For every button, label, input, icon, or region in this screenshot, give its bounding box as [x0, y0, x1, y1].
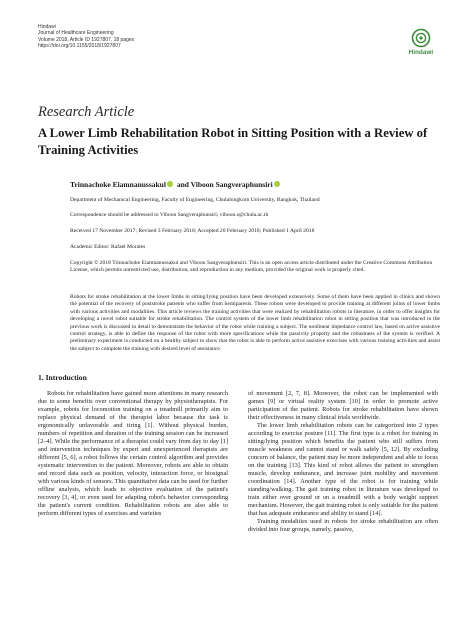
logo-text: Hindawi — [408, 49, 434, 56]
paragraph: Robots for rehabilitation have gained more attentions in many research due to some benefits over conventional therapy by physiotherapists. For example, robots for locomotion training on a treadmill primarily aim to replace physical demand of the therapist labor because the task is ergonomically unfavorable and tiring [1]. Without physical burden, numbers of repetition and duration of the training session can be increased [2–4]. While the performance of a therapist could vary from day to day [1] and intervention techniques by expert and unexperienced therapists are different [5, 6], a robot follows the certain control algorithm and provides systematic intervention to the patient. Moreover, robots are able to obtain and record data such as position, velocity, interaction force, or biosignal with various kinds of sensors. This quantitative data can be used for further offline analysis, which leads to objective evaluation of the patient's recovery [3, 4], or even used for adapting robot's behavior corresponding the patient's current condition. Rehabilitation robots are also able to perform different types of exercises and varieties — [38, 390, 228, 517]
academic-editor: Academic Editor: Rafael Morales — [70, 244, 146, 250]
body-column-left — [38, 390, 228, 518]
journal-name: Journal of Healthcare Engineering — [38, 30, 114, 37]
article-title: A Lower Limb Rehabilitation Robot in Sitting Position with a Review of Training Activities — [38, 126, 428, 157]
correspondence: Correspondence should be addressed to Viboon Sangveraphunsiri; viboon.s@chula.ac.th — [70, 212, 269, 218]
body-column-right — [248, 390, 438, 534]
copyright-notice: Copyright © 2018 Trinnachoke Eiamnanussakul and Viboon Sangveraphunsiri. This is an open access article distributed under the Creative Commons Attribution License, which permits unrestricted use, distribution, and reproduction in any medium, provided the original work is properly cited. — [70, 260, 433, 273]
paragraph: Training modalities used in robots for stroke rehabilitation are often divided into four groups, namely, passive, — [248, 518, 438, 533]
author-2[interactable]: Viboon Sangveraphunsiri — [190, 180, 273, 189]
orcid-icon[interactable] — [274, 181, 280, 187]
section-heading-introduction: 1. Introduction — [38, 373, 87, 382]
paragraph: of movement [2, 7, 8]. Moreover, the robot can be implemented with games [9] or virtual reality system [10] in order to promote active participation of the patient. Robots for stroke rehabilitation have shown their effectiveness in many clinical trials worldwide. — [248, 390, 438, 421]
hindawi-logo — [406, 28, 436, 56]
hindawi-logo-icon — [410, 28, 432, 48]
article-dates: Received 17 November 2017; Revised 3 February 2018; Accepted 20 February 2018; Published 1 April 2018 — [70, 228, 315, 234]
volume-line: Volume 2018, Article ID 1927807, 18 pages — [38, 36, 135, 43]
author-line — [70, 180, 430, 189]
doi-link[interactable]: https://doi.org/10.1155/2018/1927807 — [38, 43, 121, 50]
author-join: and — [174, 180, 191, 189]
journal-meta — [38, 24, 258, 50]
publisher-name: Hindawi — [38, 24, 56, 30]
author-1[interactable]: Trinnachoke Eiamnanussakul — [70, 180, 166, 189]
orcid-icon[interactable] — [167, 181, 173, 187]
abstract: Robots for stroke rehabilitation at the lower limbs in sitting/lying position have been developed extensively. Some of them have been applied in clinics and shown the potential of the recovery of poststroke patients who suffer from hemiparesis. These robots were developed to provide training at different joints of lower limbs with various activities and modalities. This article reviews the training activities that were realized by rehabilitation robots in literature, in order to offer insights for developing a novel robot suitable for stroke rehabilitation. The control system of the lower limb rehabilitation robot in sitting position that was introduced in the previous work is discussed in detail to demonstrate the behavior of the robot while training a subject. The nonlinear impedance control law, based on active assistive control strategy, is able to define the response of the robot with more specifications while the passivity property and the robustness of the system is verified. A preliminary experiment is conducted on a healthy subject to show that the robot is able to perform active assistive exercises with various training activities and assist the subject to complete the training with desired level of assistance. — [70, 294, 440, 352]
article-type: Research Article — [38, 104, 135, 120]
paragraph: The lower limb rehabilitation robots can be categorized into 2 types according to exercise posture [11]. The first type is a robot for training in sitting/lying position which benefits the patient who still suffers from muscle weakness and cannot stand or walk safely [5, 12]. By excluding concern of balance, the patient may be more independent and able to focus on the training [13]. This kind of robot allows the patient to strengthen muscle, develop endurance, and increase joint mobility and movement coordination [14]. Another type of the robot is for training while standing/walking. The gait training robot in literature was developed to train either over ground or on a treadmill with a body weight support mechanism. However, the gait training robot is only suitable for the patient that has adequate endurance and ability to stand [14]. — [248, 422, 438, 517]
affiliation: Department of Mechanical Engineering, Faculty of Engineering, Chulalongkorn University, Bangkok, Thailand — [70, 197, 320, 203]
